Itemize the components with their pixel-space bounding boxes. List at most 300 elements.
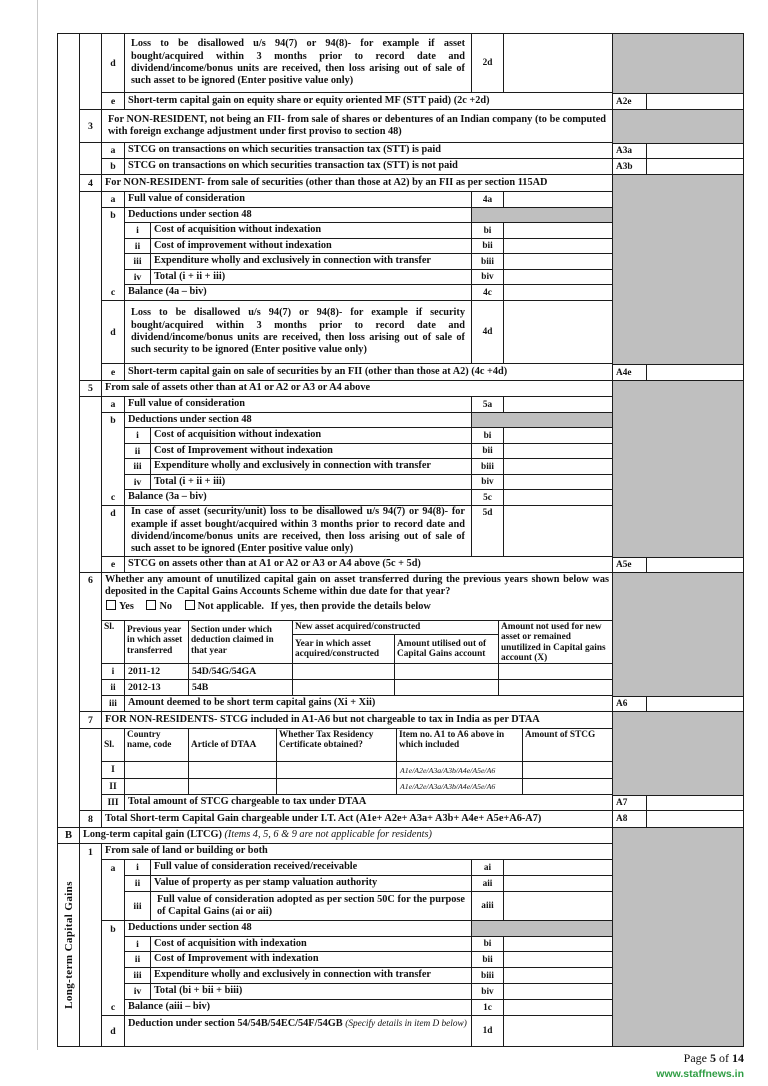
- roman-cell: [125, 428, 151, 444]
- ltcg-note: (Items 4, 5, 6 & 9 are not applicable for residents): [224, 829, 432, 841]
- code-cell: [472, 892, 504, 921]
- num-cell: [80, 664, 102, 680]
- letter-cell: [102, 270, 125, 285]
- column-header: Country name, code: [127, 730, 172, 751]
- table-row: [80, 301, 612, 364]
- letter: d: [110, 508, 116, 519]
- entry-field-A6[interactable]: [647, 697, 743, 711]
- item-options-cell: [397, 779, 523, 795]
- code: A8: [616, 814, 628, 824]
- code-cell: [472, 270, 504, 285]
- entry-field-unused-i[interactable]: [499, 664, 612, 680]
- code: A3a: [616, 146, 633, 156]
- num-cell: [80, 413, 102, 428]
- roman-cell: [125, 860, 151, 876]
- entry-field-trc-II[interactable]: [277, 779, 397, 795]
- num-cell: [80, 444, 102, 459]
- table-row: [80, 921, 612, 937]
- roman: iv: [133, 476, 142, 488]
- section-number: 4: [88, 177, 93, 189]
- num-cell: [80, 779, 102, 795]
- desc-cell: [125, 34, 472, 93]
- code-cell: [472, 984, 504, 1000]
- section-number: 1: [88, 846, 93, 858]
- code-cell: [472, 428, 504, 444]
- roman: i: [136, 430, 139, 441]
- letter: b: [110, 923, 116, 935]
- table-row: [80, 937, 612, 952]
- num-cell: [80, 968, 102, 984]
- sl: I: [111, 765, 115, 775]
- desc-cell: [151, 860, 472, 876]
- desc-cell: [151, 968, 472, 984]
- num-cell: [80, 892, 102, 921]
- num-cell: [80, 459, 102, 475]
- code: biii: [481, 256, 494, 267]
- table-row: [80, 285, 612, 301]
- sl-cell: [102, 779, 125, 795]
- roman-cell: [125, 876, 151, 892]
- code: 2d: [482, 58, 493, 68]
- code: aiii: [481, 901, 494, 911]
- num-cell: [80, 301, 102, 364]
- roman-cell: [125, 459, 151, 475]
- section-b-cell: B: [58, 828, 79, 844]
- amount-utilised-header-cell: [395, 635, 499, 664]
- row-text: Loss to be disallowed u/s 94(7) or 94(8)- for example if security bought/acquired within 3 months prior to record date and dividend/income/bonus units are received, then loss arising out of sale of such security to be ignored (Enter positive value only): [131, 307, 465, 356]
- code: bii: [482, 241, 493, 251]
- code: 1d: [482, 1026, 493, 1036]
- checkbox-yes-label: Yes: [119, 600, 134, 612]
- ltcg-heading: Long-term capital gain (LTCG): [83, 829, 222, 841]
- long-term-band-cell: [58, 844, 79, 1046]
- column-header: New asset acquired/constructed: [295, 622, 421, 632]
- entry-field-article-I[interactable]: [189, 762, 277, 779]
- letter-cell: [102, 208, 125, 223]
- row-note: (Specify details in item D below): [345, 1019, 467, 1029]
- row-text: Cost of Improvement with indexation: [154, 953, 319, 965]
- entry-field-4c[interactable]: [504, 285, 612, 301]
- row-text: Balance (4a – biv): [128, 286, 207, 298]
- letter-cell: [102, 93, 125, 110]
- row-text: Total (i + ii + iii): [154, 475, 226, 487]
- entry-field-A3a[interactable]: [647, 144, 743, 158]
- entry-field-5biii[interactable]: [504, 459, 612, 475]
- entry-field-A2e[interactable]: [647, 94, 743, 109]
- table-row: [80, 860, 612, 876]
- num-cell: [80, 573, 102, 621]
- row-text: Short-term capital gain on sale of securities by an FII (other than those at A2) (4c +4d): [128, 365, 508, 377]
- table-row: [80, 110, 612, 143]
- column-header: Year in which asset acquired/constructed: [295, 639, 380, 660]
- column-header: Amount not used for new asset or remained unutilized in Capital gains account (X): [501, 622, 606, 663]
- trc-header-cell: [277, 729, 397, 762]
- table-row: [80, 984, 612, 1000]
- row-text: Full value of consideration adopted as per section 50C for the purpose of Capital Gains (ai or aii): [157, 893, 465, 917]
- letter-cell: [102, 34, 125, 93]
- letter-cell: [102, 876, 125, 892]
- prev-year-header-cell: [125, 621, 189, 664]
- entry-field-utilised-ii[interactable]: [395, 680, 499, 696]
- desc-cell: [125, 696, 612, 712]
- row-text: Value of property as per stamp valuation authority: [154, 877, 378, 889]
- item-options: A1e/A2e/A3a/A3b/A4e/A5e/A6: [400, 765, 496, 775]
- row-text: Cost of acquisition with indexation: [154, 937, 307, 949]
- entry-field-1d[interactable]: [504, 1016, 612, 1046]
- entry-field-stcg-I[interactable]: [523, 762, 612, 779]
- desc-cell: [125, 506, 472, 557]
- num-cell: [80, 1016, 102, 1046]
- sl-header-cell: [102, 729, 125, 762]
- num-cell: [80, 192, 102, 208]
- num-cell: [80, 937, 102, 952]
- code: biv: [481, 477, 494, 487]
- letter-cell: [102, 239, 125, 254]
- desc-cell: [125, 921, 472, 937]
- code-cell: [472, 459, 504, 475]
- sl: iii: [109, 698, 117, 709]
- row-text: Total amount of STCG chargeable to tax under DTAA: [128, 796, 367, 808]
- entry-field-2d[interactable]: [504, 34, 612, 93]
- a-code-row: [613, 557, 743, 573]
- roman-cell: [125, 475, 151, 490]
- table-row: [80, 428, 612, 444]
- row-text: Full value of consideration received/receivable: [154, 861, 358, 873]
- row-text: Loss to be disallowed u/s 94(7) or 94(8)- for example if asset bought/acquired within 3 months prior to record date and dividend/income/bonus units are received, then loss arising out of sale of such asset to be ignored (Enter positive value only): [131, 38, 465, 87]
- desc-cell: [125, 208, 472, 223]
- row-text: For NON-RESIDENT, not being an FII- from sale of shares or debentures of an Indian company (to be computed with foreign exchange adjustment under first proviso to section 48): [108, 113, 606, 137]
- num-cell: [80, 984, 102, 1000]
- roman-cell: [125, 892, 151, 921]
- roman-cell: [125, 952, 151, 968]
- entry-field-bbiv[interactable]: [504, 984, 612, 1000]
- letter: a: [110, 862, 116, 874]
- code-cell: [472, 876, 504, 892]
- letter: c: [110, 287, 116, 298]
- letter-cell: [102, 397, 125, 413]
- desc-cell: [151, 239, 472, 254]
- desc-cell: [151, 254, 472, 270]
- num-cell: [80, 397, 102, 413]
- letter: e: [110, 95, 116, 107]
- num-cell: [80, 696, 102, 712]
- table-row: [80, 573, 612, 621]
- roman: iii: [133, 970, 142, 981]
- code-cell: [472, 397, 504, 413]
- table-row: [80, 811, 612, 828]
- row-text: Deduction under section 54/54B/54EC/54F/54GB: [128, 1018, 343, 1029]
- code: A2e: [616, 96, 632, 107]
- entry-field-article-II[interactable]: [189, 779, 277, 795]
- entry-field-5bi[interactable]: [504, 428, 612, 444]
- entry-field-A8[interactable]: [647, 811, 743, 827]
- num-cell: [80, 110, 102, 143]
- section-band-column: [58, 34, 80, 1046]
- of-label: of: [719, 1051, 729, 1065]
- desc-cell: [102, 811, 612, 828]
- code-cell: [613, 144, 647, 158]
- table-row: [80, 844, 612, 860]
- code-cell: [613, 796, 647, 810]
- entry-field-country-I[interactable]: [125, 762, 189, 779]
- desc-cell: [125, 397, 472, 413]
- code-cell: [472, 444, 504, 459]
- column-header: Section under which deduction claimed in that year: [191, 625, 274, 656]
- desc-cell: [102, 175, 612, 192]
- table-row: [80, 34, 612, 93]
- table-row: [80, 968, 612, 984]
- website-watermark: www.staffnews.in: [656, 1068, 744, 1080]
- roman: iii: [133, 900, 142, 912]
- letter-cell: [102, 968, 125, 984]
- shaded-cell: [472, 921, 612, 937]
- entry-field-country-II[interactable]: [125, 779, 189, 795]
- code: biii: [481, 970, 494, 981]
- entry-field-5d[interactable]: [504, 506, 612, 557]
- item-options: A1e/A2e/A3a/A3b/A4e/A5e/A6: [400, 782, 496, 791]
- row-text: STCG on transactions on which securities transaction tax (STT) is not paid: [128, 160, 458, 172]
- code-cell: [472, 239, 504, 254]
- sl-cell: [102, 696, 125, 712]
- entry-field-A5e[interactable]: [647, 558, 743, 572]
- country-header-cell: [125, 729, 189, 762]
- entry-field-4d[interactable]: [504, 301, 612, 364]
- letter-cell: [102, 892, 125, 921]
- row-text: Full value of consideration: [128, 398, 245, 410]
- entry-field-year-ii[interactable]: [293, 680, 395, 696]
- roman: iii: [133, 256, 142, 267]
- row-text: FOR NON-RESIDENTS- STCG included in A1-A6 but not chargeable to tax in India as per DTAA: [105, 713, 540, 725]
- sl: i: [111, 666, 115, 677]
- checkbox-no-icon[interactable]: [146, 600, 156, 610]
- roman: i: [136, 938, 139, 950]
- sl-header-cell: [102, 621, 125, 664]
- num-cell: [80, 381, 102, 397]
- desc-cell: [151, 984, 472, 1000]
- sl: III: [107, 797, 119, 808]
- entry-field-A4e[interactable]: [647, 365, 743, 380]
- roman-cell: [125, 968, 151, 984]
- row-text: Cost of improvement without indexation: [154, 239, 332, 251]
- letter: b: [110, 161, 116, 172]
- table-row: [80, 175, 612, 192]
- checkbox-yes-icon[interactable]: [106, 600, 116, 610]
- num-cell: [80, 921, 102, 937]
- checkbox-na-icon[interactable]: [185, 600, 195, 610]
- sl-cell: [102, 762, 125, 779]
- shaded-cell: [472, 413, 612, 428]
- num-cell: [80, 557, 102, 573]
- a-code-row: [613, 696, 743, 712]
- roman-cell: [125, 270, 151, 285]
- entry-field-trc-I[interactable]: [277, 762, 397, 779]
- entry-field-4biii[interactable]: [504, 254, 612, 270]
- num-cell: [80, 680, 102, 696]
- page-label: Page: [683, 1051, 707, 1065]
- entry-field-4bii[interactable]: [504, 239, 612, 254]
- code-cell: [472, 192, 504, 208]
- code-cell: [472, 1000, 504, 1016]
- roman-cell: [125, 937, 151, 952]
- entry-field-4a[interactable]: [504, 192, 612, 208]
- capital-gains-schedule-table: [57, 33, 744, 1047]
- year-header-cell: [293, 635, 395, 664]
- entry-field-bbiii[interactable]: [504, 968, 612, 984]
- letter-cell: [102, 413, 125, 428]
- desc-cell: [125, 1000, 472, 1016]
- num-cell: [80, 952, 102, 968]
- table-row: [80, 364, 612, 381]
- roman: ii: [134, 445, 141, 457]
- sl-cell: [102, 795, 125, 811]
- right-shaded-column: [613, 34, 743, 1046]
- entry-field-5a[interactable]: [504, 397, 612, 413]
- num-cell: [80, 223, 102, 239]
- entry-field-4biv[interactable]: [504, 270, 612, 285]
- amount-header-cell: [523, 729, 612, 762]
- entry-field-ai[interactable]: [504, 860, 612, 876]
- desc-cell: [125, 413, 472, 428]
- code: aii: [482, 878, 493, 889]
- new-asset-subrow: [293, 635, 499, 664]
- entry-field-5biv[interactable]: [504, 475, 612, 490]
- amount-not-used-header-cell: [499, 621, 612, 664]
- entry-field-aiii[interactable]: [504, 892, 612, 921]
- section-number: 6: [88, 575, 93, 586]
- entry-field-bbi[interactable]: [504, 937, 612, 952]
- roman: ii: [134, 240, 141, 252]
- code: bi: [483, 430, 492, 441]
- num-cell: [80, 621, 102, 664]
- table-row: [80, 952, 612, 968]
- desc-cell: [151, 223, 472, 239]
- letter-cell: [102, 1000, 125, 1016]
- code-cell: [472, 937, 504, 952]
- entry-field-aii[interactable]: [504, 876, 612, 892]
- entry-field-A3b[interactable]: [647, 159, 743, 174]
- table-head-row: [80, 729, 612, 762]
- row-text: Balance (aiii – biv): [128, 1001, 211, 1013]
- article-header-cell: [189, 729, 277, 762]
- entry-field-unused-ii[interactable]: [499, 680, 612, 696]
- num-cell: [80, 175, 102, 192]
- desc-cell: [125, 285, 472, 301]
- section-cell: [189, 680, 293, 696]
- roman: ii: [134, 878, 141, 889]
- letter-cell: [102, 428, 125, 444]
- table-row: [80, 762, 612, 779]
- entry-field-5c[interactable]: [504, 490, 612, 506]
- entry-field-5bii[interactable]: [504, 444, 612, 459]
- section-number: 7: [88, 714, 93, 726]
- table-row: [80, 557, 612, 573]
- num-cell: [80, 712, 102, 729]
- row-text: Deductions under section 48: [128, 922, 252, 934]
- sl-cell: [102, 664, 125, 680]
- code-cell: [472, 301, 504, 364]
- num-cell: [80, 364, 102, 381]
- page-margin-line: [37, 0, 38, 1050]
- row-text: Total (i + ii + iii): [154, 270, 226, 282]
- desc-cell: [125, 795, 612, 811]
- letter-cell: [102, 937, 125, 952]
- code: 4d: [482, 327, 493, 337]
- entry-field-4bi[interactable]: [504, 223, 612, 239]
- num-cell: [80, 876, 102, 892]
- row-text: Amount deemed to be short term capital gains (Xi + Xii): [128, 697, 376, 709]
- code: 4c: [483, 287, 492, 298]
- letter: e: [110, 559, 116, 570]
- num-cell: [80, 208, 102, 223]
- roman-cell: [125, 254, 151, 270]
- desc-cell: [151, 428, 472, 444]
- num-cell: [80, 490, 102, 506]
- letter: c: [110, 1002, 116, 1013]
- letter-cell: [102, 1016, 125, 1046]
- a-code-row: [613, 143, 743, 159]
- num-cell: [80, 270, 102, 285]
- code-cell: [613, 94, 647, 109]
- desc-cell: [125, 301, 472, 364]
- row-text: Cost of Improvement without indexation: [154, 444, 333, 456]
- entry-field-year-i[interactable]: [293, 664, 395, 680]
- code-cell: [472, 223, 504, 239]
- table-row: [80, 712, 612, 729]
- letter-cell: [102, 860, 125, 876]
- item-header-cell: [397, 729, 523, 762]
- table-row: [80, 444, 612, 459]
- shaded-cell: [472, 208, 612, 223]
- question-text: Whether any amount of unutilized capital gain on asset transferred during the previous years shown below was deposited in the Capital Gains Accounts Scheme within due date for that year?: [105, 574, 609, 598]
- section-number: 5: [88, 383, 93, 394]
- row-text: Cost of acquisition without indexation: [154, 224, 322, 236]
- roman: iv: [133, 271, 142, 283]
- table-head-row: [80, 621, 612, 664]
- desc-cell: [125, 192, 472, 208]
- code-cell: [472, 952, 504, 968]
- row-text: STCG on assets other than at A1 or A2 or A3 or A4 above (5c + 5d): [128, 558, 421, 570]
- entry-field-A7[interactable]: [647, 796, 743, 810]
- code: A3b: [616, 161, 633, 172]
- code-cell: [613, 558, 647, 572]
- entry-field-stcg-II[interactable]: [523, 779, 612, 795]
- entry-field-1c[interactable]: [504, 1000, 612, 1016]
- row-text: Full value of consideration: [128, 193, 245, 205]
- entry-field-bbii[interactable]: [504, 952, 612, 968]
- row-text: Expenditure wholly and exclusively in connection with transfer: [154, 969, 431, 981]
- code: ai: [483, 862, 492, 873]
- table-row: [80, 93, 612, 110]
- form-rows: [80, 34, 613, 1046]
- desc-cell: [151, 444, 472, 459]
- sl-cell: [102, 680, 125, 696]
- section-claimed: 54B: [192, 682, 209, 693]
- sl: ii: [110, 682, 116, 693]
- desc-cell: [125, 490, 472, 506]
- code: 5c: [483, 492, 492, 503]
- code: A5e: [616, 560, 632, 570]
- row-text: Deductions under section 48: [128, 413, 252, 425]
- code: 4a: [482, 194, 493, 205]
- letter: d: [110, 326, 116, 338]
- row-text: Short-term capital gain on equity share or equity oriented MF (STT paid) (2c +2d): [128, 94, 490, 106]
- desc-cell: [102, 712, 612, 729]
- roman: i: [136, 225, 139, 236]
- letter-cell: [102, 490, 125, 506]
- row-text: Deductions under section 48: [128, 208, 252, 220]
- section-claimed: 54D/54G/54GA: [192, 666, 257, 677]
- entry-field-utilised-i[interactable]: [395, 664, 499, 680]
